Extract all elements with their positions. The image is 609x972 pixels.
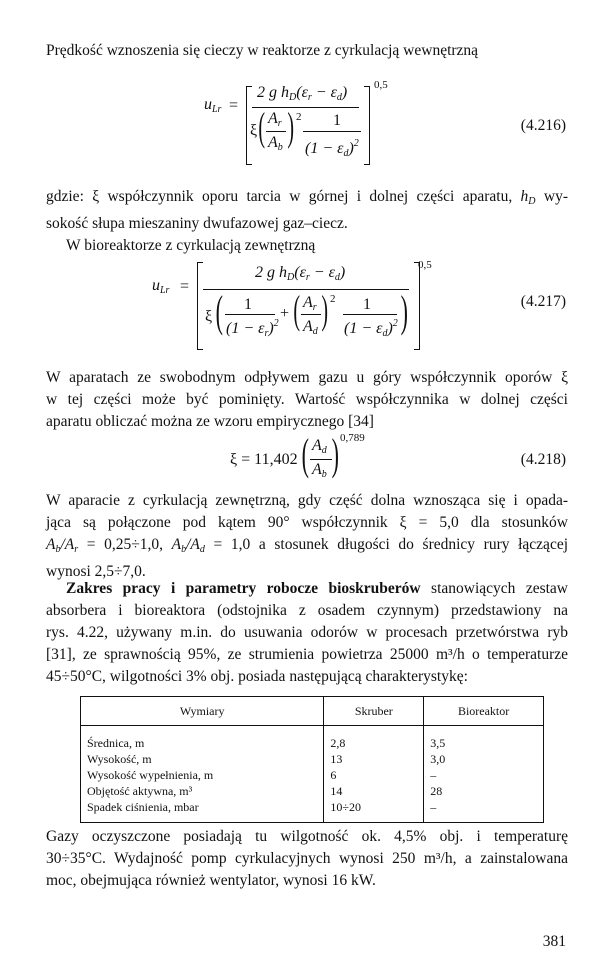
eq216-lhs: $u_{Lr}$ <box>204 96 222 115</box>
table-row: Średnica, m 2,8 3,5 <box>81 726 544 752</box>
table-row: Wysokość wypełnienia, m 6 – <box>81 767 544 783</box>
eq217-label: (4.217) <box>520 293 566 310</box>
eq216-numerator: 2 g $h_D(\varepsilon_r - \varepsilon_d)$ <box>257 84 348 103</box>
table-header-row <box>81 697 544 726</box>
eq217-exponent: 0,5 <box>418 259 432 271</box>
para-zakres: Zakres pracy i parametry robocze bioskruberów stanowiących zestaw absorbera i bioreaktora (odstojnika z osadem czynnym) przedstawiony na rys. 4.22, używany m.in. do usuwania odorów w procesach przetwórstwa ryb [31], ze sprawnością 95%, ze strumienia powietrza 25000 m³/h o temperaturze 45÷50°C, wilgotności 3% obj. posiada następującą charakterystykę: <box>46 580 569 685</box>
para2-line: W bioreaktorze z cyrkulacją zewnętrzną <box>66 237 316 254</box>
para1-line1: gdzie: ξ współczynnik oporu tarcia w górnej i dolnej części aparatu, $h_D$ wy- <box>46 188 568 207</box>
para-aparatach: W aparatach ze swobodnym odpływem gazu u góry współczynnik oporów ξ w tej części może być pominięty. Wartość współczynnika w dolnej części aparatu obliczać można ze wzoru empirycznego [34] <box>46 369 568 430</box>
table-row: Objętość aktywna, m³ 14 28 <box>81 783 544 799</box>
para-gazy: Gazy oczyszczone posiadają tu wilgotność ok. 4,5% obj. i temperaturę 30÷35°C. Wydajność pomp cyrkulacyjnych wynosi 250 m³/h, a zainstalowana moc, obejmująca również wentylator, wynosi 16 kW. <box>46 828 568 889</box>
equation-4-218: ξ = 11,402 ( $A_d$ $A_b$ ) 0,789 (4.218) <box>230 430 566 480</box>
para1-line2: sokość słupa mieszaniny dwufazowej gaz–ciecz. <box>46 215 348 232</box>
eq218-lhs: ξ = 11,402 <box>230 451 298 468</box>
eq216-exponent: 0,5 <box>374 79 388 91</box>
table-row: Spadek ciśnienia, mbar 10÷20 – <box>81 799 544 823</box>
table-header: Wymiary <box>81 697 324 726</box>
equation-4-216: $u_{Lr}$ = 2 g $h_D(\varepsilon_r - \varepsilon_d)$ ξ ( $A_r$ $A_b$ ) 2 1 $(1 - \varepsilon_d)^2$ 0,5 (4.216) <box>0 0 609 180</box>
eq218-exponent: 0,789 <box>340 432 365 444</box>
dimensions-table <box>80 696 544 823</box>
table-header: Bioreaktor <box>424 697 544 726</box>
table-row: Wysokość, m 13 3,0 <box>81 751 544 767</box>
intro-text: Prędkość wznoszenia się cieczy w reaktorze z cyrkulacją wewnętrzną <box>46 42 479 59</box>
eq218-label: (4.218) <box>520 451 566 468</box>
eq216-label: (4.216) <box>520 117 566 134</box>
page-number: 381 <box>542 933 566 950</box>
equation-4-217: $u_{Lr}$ = 2 g $h_D(\varepsilon_r - \varepsilon_d)$ ξ ( 1 $(1 - \varepsilon_r)^2$ + ( $A_r$ $A_d$ ) 2 1 $(1 - \varepsilon_d)^2$ ) 0,5 (4.217) <box>0 0 609 360</box>
para-cyrkulacja: W aparacie z cyrkulacją zewnętrzną, gdy część dolna wznosząca się i opada- jąca są połączone pod kątem 90° współczynnik ξ = 5,0 dla stosunków $A_b/A_r = 0,25\div 1,0$, $A_b/A_d = 1,0$ a stosunek długości do średnicy rury łączącej wynosi 2,5÷7,0. <box>46 492 569 580</box>
table-header: Skruber <box>324 697 424 726</box>
